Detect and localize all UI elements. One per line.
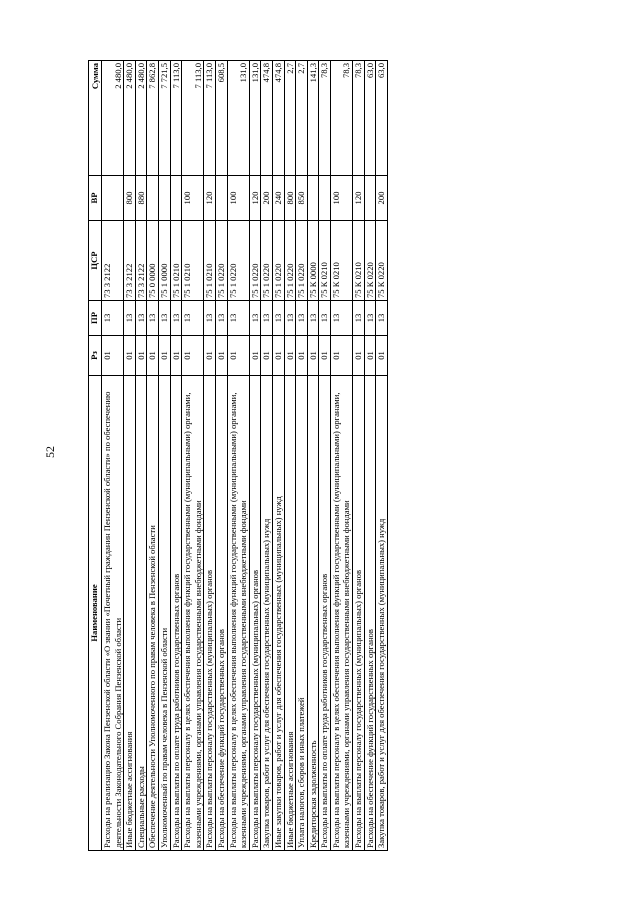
cell-name: Расходы на выплаты по оплате труда работников государственных органов: [319, 376, 331, 851]
cell-rz: 01: [215, 336, 227, 376]
cell-name: Закупка товаров, работ и услуг для обеспечения государственных (муниципальных) нужд: [261, 376, 273, 851]
table-row: [272, 61, 284, 851]
cell-name: Расходы на выплаты персоналу в целях обеспечения выполнения функций государственными (муниципальными) органами, казенными учреждениями, органами управления государственными внебюджетными фондами: [182, 376, 204, 851]
cell-csr: 75 К 0220: [364, 221, 376, 301]
cell-rz: 01: [330, 336, 352, 376]
cell-csr: 75 1 0210: [170, 221, 182, 301]
cell-csr: 73 3 2122: [135, 221, 147, 301]
cell-vr: [364, 176, 376, 221]
cell-name: Уплата налогов, сборов и иных платежей: [296, 376, 308, 851]
table-row: [307, 61, 319, 851]
cell-rz: 01: [353, 336, 365, 376]
cell-rz: 01: [296, 336, 308, 376]
cell-vr: 100: [330, 176, 352, 221]
table-row: [158, 61, 170, 851]
cell-sum: 78,3: [353, 61, 365, 176]
cell-rz: 01: [227, 336, 249, 376]
cell-vr: 100: [227, 176, 249, 221]
cell-csr: 75 1 0220: [215, 221, 227, 301]
cell-vr: [158, 176, 170, 221]
cell-csr: 75 1 0220: [227, 221, 249, 301]
cell-csr: 75 К 0000: [307, 221, 319, 301]
header-rz: Рз: [89, 336, 102, 376]
cell-rz: 01: [204, 336, 216, 376]
cell-pr: 13: [135, 301, 147, 336]
cell-csr: 75 1 0220: [249, 221, 261, 301]
header-sum: Сумма: [89, 61, 102, 176]
cell-name: Расходы на выплаты персоналу в целях обеспечения выполнения функций государственными (муниципальными) органами, казенными учреждениями, органами управления государственными внебюджетными фондами: [330, 376, 352, 851]
cell-pr: 13: [319, 301, 331, 336]
cell-rz: 01: [182, 336, 204, 376]
cell-csr: 73 3 2122: [124, 221, 136, 301]
cell-vr: 120: [204, 176, 216, 221]
cell-rz: 01: [147, 336, 159, 376]
header-vr: ВР: [89, 176, 102, 221]
cell-vr: [215, 176, 227, 221]
cell-vr: [102, 176, 124, 221]
cell-name: Специальные расходы: [135, 376, 147, 851]
cell-rz: 01: [261, 336, 273, 376]
cell-pr: 13: [353, 301, 365, 336]
cell-sum: 131,0: [227, 61, 249, 176]
cell-pr: 13: [364, 301, 376, 336]
cell-vr: 100: [182, 176, 204, 221]
cell-pr: 13: [147, 301, 159, 336]
cell-name: Закупка товаров, работ и услуг для обеспечения государственных (муниципальных) нужд: [376, 376, 388, 851]
cell-sum: 474,8: [261, 61, 273, 176]
cell-name: Расходы на выплаты по оплате труда работников государственных органов: [170, 376, 182, 851]
cell-vr: [147, 176, 159, 221]
cell-vr: [307, 176, 319, 221]
table-body: [102, 61, 388, 851]
cell-name: Иные бюджетные ассигнования: [284, 376, 296, 851]
table-row: [204, 61, 216, 851]
cell-csr: 75 1 0210: [204, 221, 216, 301]
table-row: [284, 61, 296, 851]
cell-csr: 75 1 0220: [296, 221, 308, 301]
cell-rz: 01: [376, 336, 388, 376]
table-row: [182, 61, 204, 851]
cell-name: Уполномоченный по правам человека в Пензенской области: [158, 376, 170, 851]
cell-pr: 13: [124, 301, 136, 336]
table-row: [330, 61, 352, 851]
table-row: [249, 61, 261, 851]
table-row: [353, 61, 365, 851]
cell-sum: 608,5: [215, 61, 227, 176]
cell-sum: 2,7: [296, 61, 308, 176]
cell-vr: 120: [249, 176, 261, 221]
cell-vr: 880: [135, 176, 147, 221]
cell-csr: 75 1 0210: [182, 221, 204, 301]
cell-sum: 2 480,0: [135, 61, 147, 176]
cell-csr: 73 3 2122: [102, 221, 124, 301]
cell-vr: 800: [124, 176, 136, 221]
page-number: 52: [43, 446, 57, 458]
cell-name: Расходы на выплаты персоналу государственных (муниципальных) органов: [353, 376, 365, 851]
header-csr: ЦСР: [89, 221, 102, 301]
cell-rz: 01: [102, 336, 124, 376]
header-name: Наименование: [89, 376, 102, 851]
cell-rz: 01: [364, 336, 376, 376]
cell-pr: 13: [215, 301, 227, 336]
cell-sum: 63,0: [364, 61, 376, 176]
cell-name: Кредиторская задолженность: [307, 376, 319, 851]
cell-name: Расходы на выплаты персоналу государственных (муниципальных) органов: [204, 376, 216, 851]
cell-rz: 01: [307, 336, 319, 376]
cell-pr: 13: [182, 301, 204, 336]
cell-vr: 800: [284, 176, 296, 221]
cell-pr: 13: [204, 301, 216, 336]
cell-pr: 13: [227, 301, 249, 336]
cell-csr: 75 0 0000: [147, 221, 159, 301]
cell-sum: 2 480,0: [102, 61, 124, 176]
cell-vr: [319, 176, 331, 221]
cell-rz: 01: [272, 336, 284, 376]
cell-sum: 7 721,5: [158, 61, 170, 176]
cell-vr: 240: [272, 176, 284, 221]
cell-rz: 01: [170, 336, 182, 376]
cell-csr: 75 К 0220: [376, 221, 388, 301]
cell-pr: 13: [158, 301, 170, 336]
cell-rz: 01: [158, 336, 170, 376]
cell-sum: 141,3: [307, 61, 319, 176]
table-row: [170, 61, 182, 851]
table-row: [319, 61, 331, 851]
budget-table: [88, 60, 388, 851]
cell-rz: 01: [249, 336, 261, 376]
header-pr: ПР: [89, 301, 102, 336]
table-header-row: [89, 61, 102, 851]
table-row: [296, 61, 308, 851]
cell-name: Расходы на обеспечение функций государственных органов: [215, 376, 227, 851]
cell-name: Расходы на обеспечение функций государственных органов: [364, 376, 376, 851]
table-row: [227, 61, 249, 851]
cell-pr: 13: [330, 301, 352, 336]
cell-sum: 78,3: [319, 61, 331, 176]
cell-csr: 75 1 0220: [272, 221, 284, 301]
cell-pr: 13: [296, 301, 308, 336]
cell-csr: 75 К 0210: [319, 221, 331, 301]
cell-csr: 75 1 0220: [284, 221, 296, 301]
cell-vr: 200: [261, 176, 273, 221]
cell-name: Иные бюджетные ассигнования: [124, 376, 136, 851]
cell-name: Расходы на выплаты персоналу государственных (муниципальных) органов: [249, 376, 261, 851]
cell-sum: 131,0: [249, 61, 261, 176]
cell-name: Обеспечение деятельности Уполномоченного по правам человека в Пензенской области: [147, 376, 159, 851]
cell-pr: 13: [284, 301, 296, 336]
table-row: [215, 61, 227, 851]
cell-name: Расходы на выплаты персоналу в целях обеспечения выполнения функций государственными (муниципальными) органами, казенными учреждениями, органами управления государственными внебюджетными фондами: [227, 376, 249, 851]
cell-vr: [170, 176, 182, 221]
cell-rz: 01: [284, 336, 296, 376]
table-row: [147, 61, 159, 851]
cell-sum: 474,8: [272, 61, 284, 176]
cell-sum: 7 113,0: [182, 61, 204, 176]
cell-rz: 01: [319, 336, 331, 376]
cell-sum: 7 113,0: [204, 61, 216, 176]
table-row: [102, 61, 124, 851]
cell-csr: 75 К 0210: [353, 221, 365, 301]
cell-sum: 78,3: [330, 61, 352, 176]
cell-csr: 75 К 0210: [330, 221, 352, 301]
table-row: [261, 61, 273, 851]
cell-name: Иные закупки товаров, работ и услуг для обеспечения государственных (муниципальных) нужд: [272, 376, 284, 851]
budget-table-container: [88, 63, 388, 851]
table-row: [124, 61, 136, 851]
cell-pr: 13: [249, 301, 261, 336]
cell-vr: 200: [376, 176, 388, 221]
cell-rz: 01: [124, 336, 136, 376]
table-row: [376, 61, 388, 851]
cell-sum: 2 480,0: [124, 61, 136, 176]
cell-csr: 75 1 0220: [261, 221, 273, 301]
cell-csr: 75 1 0000: [158, 221, 170, 301]
cell-pr: 13: [170, 301, 182, 336]
cell-pr: 13: [261, 301, 273, 336]
cell-pr: 13: [272, 301, 284, 336]
cell-sum: 7 113,0: [170, 61, 182, 176]
cell-pr: 13: [102, 301, 124, 336]
cell-name: Расходы на реализацию Закона Пензенской области «О звании «Почетный гражданин Пензенской области» по обеспечению деятельности Законодательного Собрания Пензенской области: [102, 376, 124, 851]
cell-vr: 850: [296, 176, 308, 221]
table-row: [135, 61, 147, 851]
cell-vr: 120: [353, 176, 365, 221]
cell-rz: 01: [135, 336, 147, 376]
cell-pr: 13: [376, 301, 388, 336]
cell-sum: 7 862,8: [147, 61, 159, 176]
cell-pr: 13: [307, 301, 319, 336]
cell-sum: 63,0: [376, 61, 388, 176]
cell-sum: 2,7: [284, 61, 296, 176]
table-row: [364, 61, 376, 851]
